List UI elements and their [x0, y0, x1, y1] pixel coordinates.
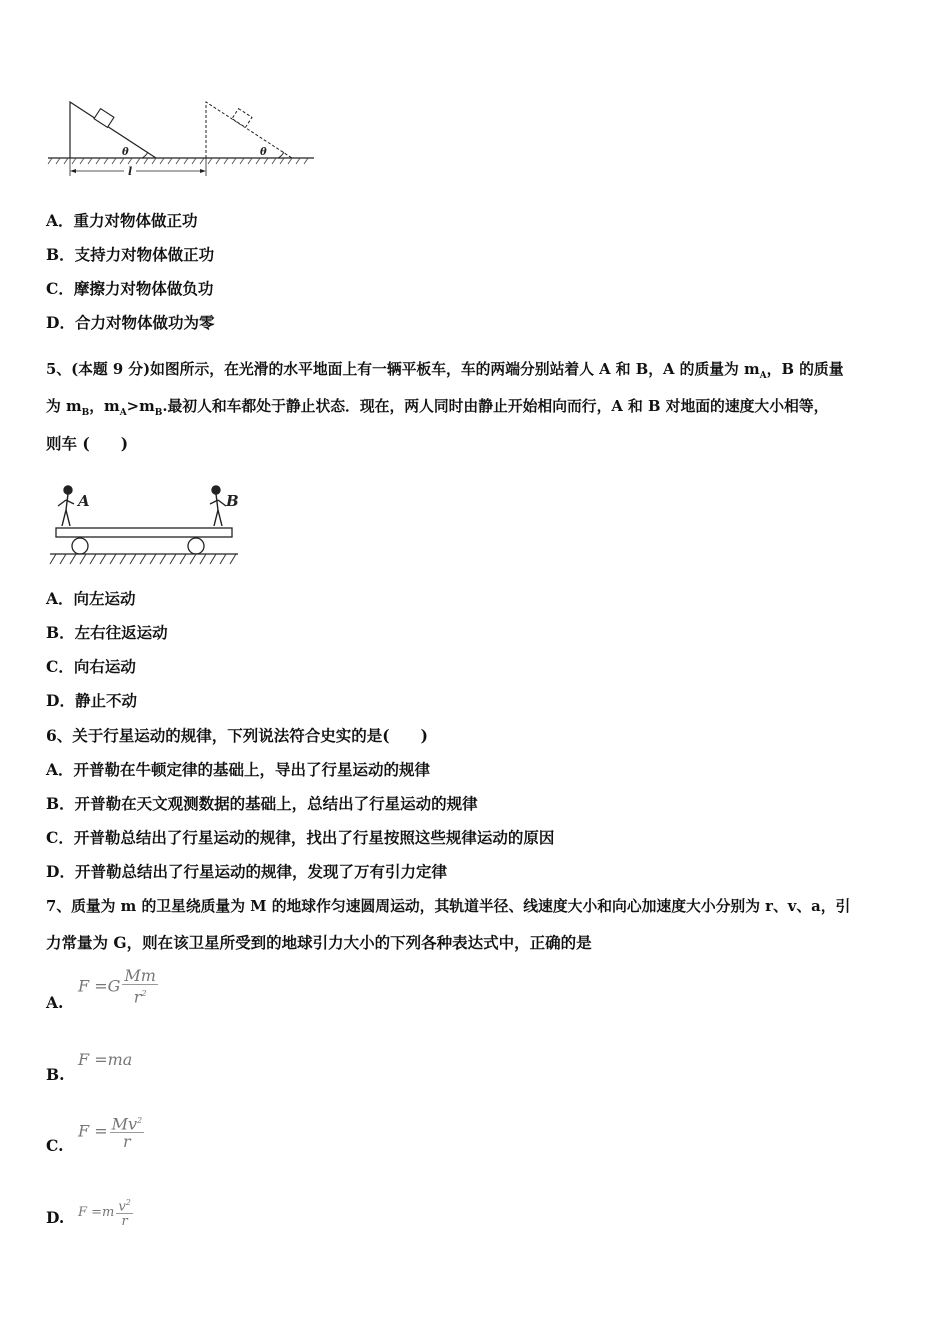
theta-label-1: θ [122, 147, 129, 158]
q5-stem-line3: 则车 ( ) [46, 434, 129, 453]
q7-option-d[interactable]: D. [46, 1208, 65, 1227]
q4-option-d[interactable]: D．合力对物体做功为零 [46, 313, 215, 332]
q6-option-b[interactable]: B．开普勒在天文观测数据的基础上，总结出了行星运动的规律 [46, 794, 478, 813]
person-b-label: B [226, 492, 239, 510]
cart-figure [46, 478, 246, 570]
q7-stem-line2: 力常量为 G，则在该卫星所受到的地球引力大小的下列各种表达式中，正确的是 [46, 933, 592, 952]
q5-stem-line1: 5、(本题 9 分)如图所示，在光滑的水平地面上有一辆平板车，车的两端分别站着人 A 和 B，A 的质量为 $m_A$，B 的质量 [46, 361, 844, 381]
formula-b: F =ma [78, 1050, 133, 1069]
q6-option-d[interactable]: D．开普勒总结出了行星运动的规律，发现了万有引力定律 [46, 862, 447, 881]
q7-option-b[interactable]: B. [46, 1065, 65, 1084]
q7-stem-line1: 7、质量为 m 的卫星绕质量为 M 的地球作匀速圆周运动，其轨道半径、线速度大小和向心加速度大小分别为 r、v、a，引 [46, 898, 851, 915]
q7-option-a[interactable]: A. [46, 993, 64, 1012]
q4-option-b[interactable]: B．支持力对物体做正功 [46, 245, 215, 264]
q7-option-c[interactable]: C. [46, 1136, 64, 1155]
q6-stem: 6、关于行星运动的规律，下列说法符合史实的是( ) [46, 726, 428, 745]
q5-option-b[interactable]: B．左右往返运动 [46, 623, 168, 642]
formula-a: F =G $\frac{Mm}{r^2}$ [78, 966, 156, 1007]
theta-label-2: θ [260, 147, 267, 158]
length-label: l [128, 165, 133, 178]
q5-option-a[interactable]: A．向左运动 [46, 589, 136, 608]
person-a-label: A [78, 492, 90, 510]
q4-option-c[interactable]: C．摩擦力对物体做负功 [46, 279, 214, 298]
q5-option-c[interactable]: C．向右运动 [46, 657, 136, 676]
formula-c: F = $\frac{Mv^2}{r}$ [78, 1114, 143, 1152]
q4-option-a[interactable]: A．重力对物体做正功 [46, 211, 198, 230]
q6-option-c[interactable]: C．开普勒总结出了行星运动的规律，找出了行星按照这些规律运动的原因 [46, 828, 555, 847]
incline-figure [46, 98, 318, 180]
formula-d: F =m $\frac{v^2}{r}$ [78, 1198, 131, 1230]
q5-stem-line2: 为 $m_B$，$m_A>m_B$.最初人和车都处于静止状态．现在，两人同时由静止开始相向而行，A 和 B 对地面的速度大小相等， [46, 398, 829, 418]
q5-option-d[interactable]: D．静止不动 [46, 691, 137, 710]
q6-option-a[interactable]: A．开普勒在牛顿定律的基础上，导出了行星运动的规律 [46, 760, 431, 779]
